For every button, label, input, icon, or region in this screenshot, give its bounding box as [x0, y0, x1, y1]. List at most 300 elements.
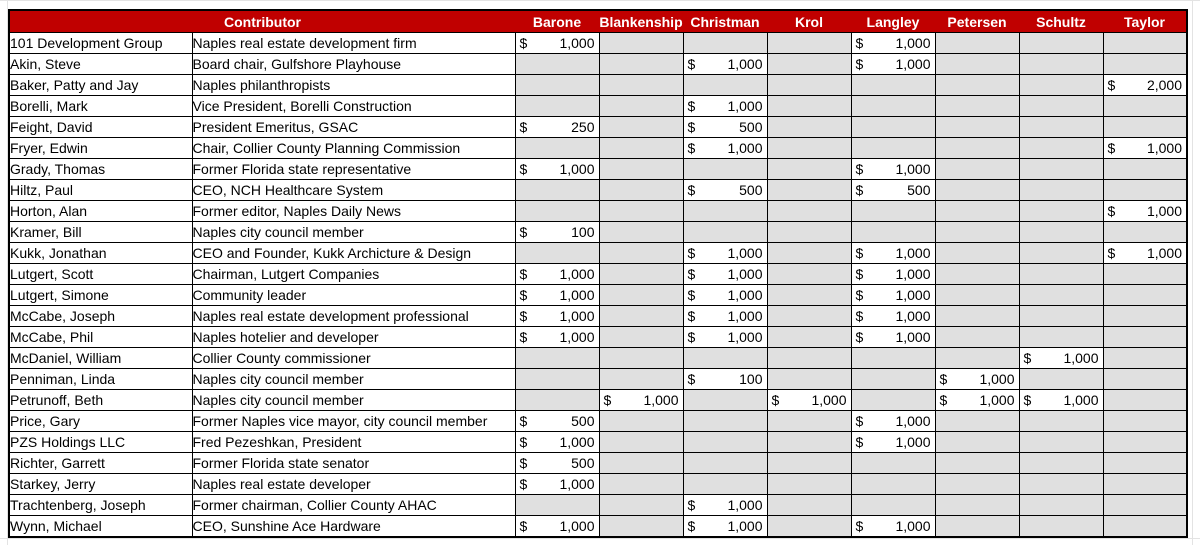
empty-cell-krol[interactable] — [767, 96, 851, 117]
candidate-header-petersen[interactable]: Petersen — [935, 10, 1019, 33]
empty-cell-taylor[interactable] — [1103, 495, 1187, 516]
amount-cell-barone[interactable] — [515, 117, 599, 138]
empty-cell-krol[interactable] — [767, 180, 851, 201]
empty-cell-petersen[interactable] — [935, 516, 1019, 538]
empty-cell-schultz[interactable] — [1019, 159, 1103, 180]
contributor-description-cell[interactable]: CEO, NCH Healthcare System — [192, 180, 515, 201]
table-row — [9, 159, 1187, 180]
empty-cell-blankenship[interactable] — [599, 159, 683, 180]
amount-value: 1,000 — [727, 329, 763, 345]
candidate-header-barone[interactable]: Barone — [515, 10, 599, 33]
contributor-header[interactable]: Contributor — [9, 10, 515, 33]
empty-cell-krol[interactable] — [767, 75, 851, 96]
contributor-description-cell[interactable]: Naples real estate development firm — [192, 33, 515, 54]
amount-cell-taylor[interactable] — [1103, 138, 1187, 159]
empty-cell-taylor[interactable] — [1103, 33, 1187, 54]
empty-cell-krol[interactable] — [767, 369, 851, 390]
empty-cell-schultz[interactable] — [1019, 264, 1103, 285]
empty-cell-petersen[interactable] — [935, 201, 1019, 222]
empty-cell-krol[interactable] — [767, 138, 851, 159]
empty-cell-taylor[interactable] — [1103, 390, 1187, 411]
amount-value: 500 — [907, 182, 931, 198]
currency-symbol: $ — [687, 371, 696, 387]
empty-cell-petersen[interactable] — [935, 180, 1019, 201]
contributor-name-cell[interactable]: PZS Holdings LLC — [9, 432, 192, 453]
empty-cell-schultz[interactable] — [1019, 180, 1103, 201]
empty-cell-krol[interactable] — [767, 54, 851, 75]
contributor-name-cell[interactable]: Kramer, Bill — [9, 222, 192, 243]
empty-cell-taylor[interactable] — [1103, 180, 1187, 201]
currency-symbol: $ — [519, 308, 528, 324]
contributor-name-cell[interactable]: Richter, Garrett — [9, 453, 192, 474]
candidate-header-langley[interactable]: Langley — [851, 10, 935, 33]
amount-value: 1,000 — [727, 140, 763, 156]
empty-cell-langley[interactable] — [851, 138, 935, 159]
empty-cell-blankenship[interactable] — [599, 75, 683, 96]
amount-cell-christman[interactable] — [683, 285, 767, 306]
contributor-name-cell[interactable]: Wynn, Michael — [9, 516, 192, 538]
currency-symbol: $ — [687, 182, 696, 198]
empty-cell-barone[interactable] — [515, 201, 599, 222]
empty-cell-petersen[interactable] — [935, 54, 1019, 75]
empty-cell-barone[interactable] — [515, 243, 599, 264]
empty-cell-petersen[interactable] — [935, 33, 1019, 54]
amount-cell-christman[interactable] — [683, 495, 767, 516]
empty-cell-schultz[interactable] — [1019, 327, 1103, 348]
currency-symbol: $ — [603, 392, 612, 408]
amount-cell-langley[interactable] — [851, 516, 935, 538]
empty-cell-taylor[interactable] — [1103, 474, 1187, 495]
amount-cell-taylor[interactable] — [1103, 201, 1187, 222]
empty-cell-schultz[interactable] — [1019, 222, 1103, 243]
contributor-name-cell[interactable]: Feight, David — [9, 117, 192, 138]
amount-cell-barone[interactable] — [515, 453, 599, 474]
empty-cell-blankenship[interactable] — [599, 264, 683, 285]
contributor-name-cell[interactable]: Price, Gary — [9, 411, 192, 432]
contributor-name-cell[interactable]: Lutgert, Simone — [9, 285, 192, 306]
empty-cell-schultz[interactable] — [1019, 453, 1103, 474]
amount-value: 1,000 — [979, 392, 1015, 408]
empty-cell-krol[interactable] — [767, 327, 851, 348]
empty-cell-krol[interactable] — [767, 306, 851, 327]
empty-cell-petersen[interactable] — [935, 264, 1019, 285]
contributor-description-cell[interactable]: Chair, Collier County Planning Commission — [192, 138, 515, 159]
amount-cell-langley[interactable] — [851, 54, 935, 75]
empty-cell-petersen[interactable] — [935, 348, 1019, 369]
gridline — [0, 0, 1200, 1]
empty-cell-taylor[interactable] — [1103, 348, 1187, 369]
empty-cell-blankenship[interactable] — [599, 369, 683, 390]
empty-cell-petersen[interactable] — [935, 222, 1019, 243]
contributor-description-cell[interactable]: Former Naples vice mayor, city council member — [192, 411, 515, 432]
empty-cell-christman[interactable] — [683, 348, 767, 369]
amount-value: 1,000 — [559, 518, 595, 534]
amount-cell-christman[interactable] — [683, 306, 767, 327]
currency-symbol: $ — [1107, 77, 1116, 93]
empty-cell-taylor[interactable] — [1103, 222, 1187, 243]
amount-cell-langley[interactable] — [851, 180, 935, 201]
amount-value: 2,000 — [1146, 77, 1182, 93]
empty-cell-petersen[interactable] — [935, 75, 1019, 96]
amount-cell-barone[interactable] — [515, 516, 599, 538]
contributor-name-cell[interactable]: Kukk, Jonathan — [9, 243, 192, 264]
contributor-description-cell[interactable]: Former chairman, Collier County AHAC — [192, 495, 515, 516]
currency-symbol: $ — [1107, 203, 1116, 219]
empty-cell-krol[interactable] — [767, 201, 851, 222]
empty-cell-petersen[interactable] — [935, 117, 1019, 138]
empty-cell-taylor[interactable] — [1103, 117, 1187, 138]
empty-cell-blankenship[interactable] — [599, 33, 683, 54]
amount-value: 1,000 — [1063, 350, 1099, 366]
empty-cell-blankenship[interactable] — [599, 96, 683, 117]
contributor-name-cell[interactable]: Petrunoff, Beth — [9, 390, 192, 411]
empty-cell-schultz[interactable] — [1019, 432, 1103, 453]
empty-cell-barone[interactable] — [515, 390, 599, 411]
contributor-name-cell[interactable]: Akin, Steve — [9, 54, 192, 75]
empty-cell-langley[interactable] — [851, 222, 935, 243]
amount-value: 1,000 — [559, 161, 595, 177]
empty-cell-petersen[interactable] — [935, 96, 1019, 117]
empty-cell-petersen[interactable] — [935, 495, 1019, 516]
currency-symbol: $ — [519, 287, 528, 303]
amount-cell-barone[interactable] — [515, 474, 599, 495]
currency-symbol: $ — [519, 434, 528, 450]
empty-cell-langley[interactable] — [851, 75, 935, 96]
empty-cell-krol[interactable] — [767, 33, 851, 54]
currency-symbol: $ — [855, 329, 864, 345]
empty-cell-taylor[interactable] — [1103, 453, 1187, 474]
empty-cell-schultz[interactable] — [1019, 54, 1103, 75]
contributor-name-cell[interactable]: Lutgert, Scott — [9, 264, 192, 285]
amount-cell-barone[interactable] — [515, 159, 599, 180]
empty-cell-blankenship[interactable] — [599, 201, 683, 222]
empty-cell-blankenship[interactable] — [599, 516, 683, 538]
empty-cell-petersen[interactable] — [935, 411, 1019, 432]
empty-cell-krol[interactable] — [767, 222, 851, 243]
empty-cell-langley[interactable] — [851, 117, 935, 138]
amount-cell-christman[interactable] — [683, 516, 767, 538]
currency-symbol: $ — [519, 224, 528, 240]
empty-cell-schultz[interactable] — [1019, 495, 1103, 516]
empty-cell-blankenship[interactable] — [599, 327, 683, 348]
amount-cell-langley[interactable] — [851, 33, 935, 54]
contributor-name-cell[interactable]: Trachtenberg, Joseph — [9, 495, 192, 516]
contributor-name-cell[interactable]: 101 Development Group — [9, 33, 192, 54]
amount-cell-christman[interactable] — [683, 138, 767, 159]
empty-cell-petersen[interactable] — [935, 432, 1019, 453]
amount-value: 1,000 — [895, 266, 931, 282]
currency-symbol: $ — [687, 266, 696, 282]
currency-symbol: $ — [687, 497, 696, 513]
contributor-description-cell[interactable]: Naples city council member — [192, 390, 515, 411]
empty-cell-krol[interactable] — [767, 516, 851, 538]
amount-cell-langley[interactable] — [851, 411, 935, 432]
currency-symbol: $ — [855, 266, 864, 282]
gridline — [1192, 0, 1193, 545]
empty-cell-taylor[interactable] — [1103, 327, 1187, 348]
empty-cell-petersen[interactable] — [935, 306, 1019, 327]
empty-cell-schultz[interactable] — [1019, 201, 1103, 222]
empty-cell-schultz[interactable] — [1019, 411, 1103, 432]
empty-cell-blankenship[interactable] — [599, 285, 683, 306]
currency-symbol: $ — [687, 518, 696, 534]
empty-cell-blankenship[interactable] — [599, 222, 683, 243]
amount-cell-christman[interactable] — [683, 264, 767, 285]
contributor-name-cell[interactable]: Hiltz, Paul — [9, 180, 192, 201]
currency-symbol: $ — [519, 119, 528, 135]
table-row — [9, 264, 1187, 285]
candidate-header-taylor[interactable]: Taylor — [1103, 10, 1187, 33]
currency-symbol: $ — [855, 35, 864, 51]
contributor-description-cell[interactable]: Fred Pezeshkan, President — [192, 432, 515, 453]
amount-cell-langley[interactable] — [851, 243, 935, 264]
empty-cell-langley[interactable] — [851, 495, 935, 516]
empty-cell-petersen[interactable] — [935, 138, 1019, 159]
contributor-description-cell[interactable]: Naples city council member — [192, 369, 515, 390]
empty-cell-krol[interactable] — [767, 348, 851, 369]
amount-cell-christman[interactable] — [683, 327, 767, 348]
empty-cell-blankenship[interactable] — [599, 180, 683, 201]
table-row — [9, 75, 1187, 96]
amount-cell-schultz[interactable] — [1019, 390, 1103, 411]
empty-cell-krol[interactable] — [767, 264, 851, 285]
empty-cell-christman[interactable] — [683, 222, 767, 243]
contributor-description-cell[interactable]: Chairman, Lutgert Companies — [192, 264, 515, 285]
amount-cell-petersen[interactable] — [935, 390, 1019, 411]
empty-cell-krol[interactable] — [767, 411, 851, 432]
empty-cell-schultz[interactable] — [1019, 516, 1103, 538]
empty-cell-krol[interactable] — [767, 243, 851, 264]
amount-cell-barone[interactable] — [515, 222, 599, 243]
empty-cell-krol[interactable] — [767, 432, 851, 453]
empty-cell-christman[interactable] — [683, 453, 767, 474]
contributor-name-cell[interactable]: Starkey, Jerry — [9, 474, 192, 495]
contributor-description-cell[interactable]: Naples real estate developer — [192, 474, 515, 495]
amount-cell-schultz[interactable] — [1019, 348, 1103, 369]
empty-cell-schultz[interactable] — [1019, 369, 1103, 390]
amount-cell-barone[interactable] — [515, 327, 599, 348]
amount-cell-christman[interactable] — [683, 243, 767, 264]
contributor-name-cell[interactable]: McCabe, Joseph — [9, 306, 192, 327]
empty-cell-blankenship[interactable] — [599, 348, 683, 369]
table-row — [9, 474, 1187, 495]
amount-cell-barone[interactable] — [515, 33, 599, 54]
empty-cell-taylor[interactable] — [1103, 54, 1187, 75]
contributor-description-cell[interactable]: Board chair, Gulfshore Playhouse — [192, 54, 515, 75]
amount-cell-christman[interactable] — [683, 96, 767, 117]
empty-cell-petersen[interactable] — [935, 285, 1019, 306]
empty-cell-taylor[interactable] — [1103, 264, 1187, 285]
candidate-header-schultz[interactable]: Schultz — [1019, 10, 1103, 33]
contributor-name-cell[interactable]: Borelli, Mark — [9, 96, 192, 117]
empty-cell-langley[interactable] — [851, 96, 935, 117]
empty-cell-barone[interactable] — [515, 75, 599, 96]
contributor-description-cell[interactable]: Naples hotelier and developer — [192, 327, 515, 348]
contributor-description-cell[interactable]: Collier County commissioner — [192, 348, 515, 369]
empty-cell-krol[interactable] — [767, 285, 851, 306]
currency-symbol: $ — [771, 392, 780, 408]
amount-cell-langley[interactable] — [851, 285, 935, 306]
contributor-name-cell[interactable]: McDaniel, William — [9, 348, 192, 369]
empty-cell-christman[interactable] — [683, 159, 767, 180]
empty-cell-petersen[interactable] — [935, 327, 1019, 348]
contributor-description-cell[interactable]: Former Florida state representative — [192, 159, 515, 180]
empty-cell-schultz[interactable] — [1019, 117, 1103, 138]
empty-cell-taylor[interactable] — [1103, 306, 1187, 327]
empty-cell-christman[interactable] — [683, 411, 767, 432]
amount-cell-taylor[interactable] — [1103, 75, 1187, 96]
empty-cell-barone[interactable] — [515, 54, 599, 75]
empty-cell-krol[interactable] — [767, 159, 851, 180]
empty-cell-petersen[interactable] — [935, 159, 1019, 180]
empty-cell-barone[interactable] — [515, 180, 599, 201]
amount-cell-petersen[interactable] — [935, 369, 1019, 390]
empty-cell-taylor[interactable] — [1103, 369, 1187, 390]
amount-cell-taylor[interactable] — [1103, 243, 1187, 264]
currency-symbol: $ — [939, 392, 948, 408]
table-row — [9, 117, 1187, 138]
empty-cell-schultz[interactable] — [1019, 306, 1103, 327]
empty-cell-barone[interactable] — [515, 369, 599, 390]
amount-cell-krol[interactable] — [767, 390, 851, 411]
empty-cell-schultz[interactable] — [1019, 138, 1103, 159]
empty-cell-krol[interactable] — [767, 495, 851, 516]
table-row — [9, 222, 1187, 243]
amount-cell-barone[interactable] — [515, 411, 599, 432]
amount-cell-christman[interactable] — [683, 117, 767, 138]
empty-cell-krol[interactable] — [767, 453, 851, 474]
candidate-header-krol[interactable]: Krol — [767, 10, 851, 33]
amount-cell-barone[interactable] — [515, 285, 599, 306]
contributor-description-cell[interactable]: President Emeritus, GSAC — [192, 117, 515, 138]
empty-cell-langley[interactable] — [851, 390, 935, 411]
empty-cell-christman[interactable] — [683, 75, 767, 96]
amount-value: 1,000 — [727, 266, 763, 282]
contributor-name-cell[interactable]: Horton, Alan — [9, 201, 192, 222]
empty-cell-christman[interactable] — [683, 474, 767, 495]
table-row — [9, 243, 1187, 264]
amount-cell-christman[interactable] — [683, 180, 767, 201]
empty-cell-blankenship[interactable] — [599, 54, 683, 75]
empty-cell-blankenship[interactable] — [599, 138, 683, 159]
contributor-description-cell[interactable]: Former editor, Naples Daily News — [192, 201, 515, 222]
table-row — [9, 369, 1187, 390]
contributor-description-cell[interactable]: Naples city council member — [192, 222, 515, 243]
contributor-name-cell[interactable]: McCabe, Phil — [9, 327, 192, 348]
contributor-name-cell[interactable]: Fryer, Edwin — [9, 138, 192, 159]
amount-cell-langley[interactable] — [851, 327, 935, 348]
empty-cell-taylor[interactable] — [1103, 159, 1187, 180]
empty-cell-barone[interactable] — [515, 495, 599, 516]
amount-value: 1,000 — [727, 245, 763, 261]
empty-cell-langley[interactable] — [851, 453, 935, 474]
amount-cell-langley[interactable] — [851, 264, 935, 285]
contributor-name-cell[interactable]: Baker, Patty and Jay — [9, 75, 192, 96]
amount-cell-barone[interactable] — [515, 432, 599, 453]
empty-cell-langley[interactable] — [851, 201, 935, 222]
empty-cell-taylor[interactable] — [1103, 516, 1187, 538]
empty-cell-blankenship[interactable] — [599, 411, 683, 432]
empty-cell-christman[interactable] — [683, 201, 767, 222]
candidate-header-christman[interactable]: Christman — [683, 10, 767, 33]
empty-cell-taylor[interactable] — [1103, 285, 1187, 306]
empty-cell-christman[interactable] — [683, 390, 767, 411]
amount-cell-langley[interactable] — [851, 306, 935, 327]
contributor-name-cell[interactable]: Grady, Thomas — [9, 159, 192, 180]
amount-value: 1,000 — [559, 329, 595, 345]
empty-cell-blankenship[interactable] — [599, 474, 683, 495]
amount-cell-langley[interactable] — [851, 159, 935, 180]
empty-cell-petersen[interactable] — [935, 453, 1019, 474]
empty-cell-langley[interactable] — [851, 369, 935, 390]
amount-cell-barone[interactable] — [515, 306, 599, 327]
candidate-header-blankenship[interactable]: Blankenship — [599, 10, 683, 33]
empty-cell-petersen[interactable] — [935, 474, 1019, 495]
contributor-description-cell[interactable]: Naples real estate development professional — [192, 306, 515, 327]
empty-cell-blankenship[interactable] — [599, 243, 683, 264]
empty-cell-christman[interactable] — [683, 33, 767, 54]
empty-cell-taylor[interactable] — [1103, 96, 1187, 117]
contributor-description-cell[interactable]: CEO, Sunshine Ace Hardware — [192, 516, 515, 538]
contributor-description-cell[interactable]: Vice President, Borelli Construction — [192, 96, 515, 117]
empty-cell-blankenship[interactable] — [599, 117, 683, 138]
amount-value: 1,000 — [727, 497, 763, 513]
empty-cell-langley[interactable] — [851, 474, 935, 495]
amount-cell-christman[interactable] — [683, 54, 767, 75]
empty-cell-blankenship[interactable] — [599, 432, 683, 453]
empty-cell-blankenship[interactable] — [599, 495, 683, 516]
empty-cell-krol[interactable] — [767, 117, 851, 138]
amount-cell-barone[interactable] — [515, 264, 599, 285]
amount-value: 1,000 — [559, 266, 595, 282]
empty-cell-schultz[interactable] — [1019, 243, 1103, 264]
contributor-description-cell[interactable]: Community leader — [192, 285, 515, 306]
amount-value: 1,000 — [895, 434, 931, 450]
empty-cell-schultz[interactable] — [1019, 75, 1103, 96]
empty-cell-taylor[interactable] — [1103, 411, 1187, 432]
currency-symbol: $ — [519, 476, 528, 492]
empty-cell-petersen[interactable] — [935, 243, 1019, 264]
amount-value: 1,000 — [895, 518, 931, 534]
amount-cell-christman[interactable] — [683, 369, 767, 390]
empty-cell-blankenship[interactable] — [599, 306, 683, 327]
empty-cell-barone[interactable] — [515, 348, 599, 369]
table-row — [9, 201, 1187, 222]
currency-symbol: $ — [687, 329, 696, 345]
empty-cell-langley[interactable] — [851, 348, 935, 369]
empty-cell-schultz[interactable] — [1019, 33, 1103, 54]
empty-cell-barone[interactable] — [515, 138, 599, 159]
amount-value: 100 — [739, 371, 763, 387]
contributor-description-cell[interactable]: CEO and Founder, Kukk Archicture & Design — [192, 243, 515, 264]
empty-cell-blankenship[interactable] — [599, 453, 683, 474]
empty-cell-krol[interactable] — [767, 474, 851, 495]
empty-cell-taylor[interactable] — [1103, 432, 1187, 453]
empty-cell-schultz[interactable] — [1019, 474, 1103, 495]
empty-cell-schultz[interactable] — [1019, 285, 1103, 306]
empty-cell-christman[interactable] — [683, 432, 767, 453]
amount-cell-langley[interactable] — [851, 432, 935, 453]
empty-cell-schultz[interactable] — [1019, 96, 1103, 117]
currency-symbol: $ — [519, 35, 528, 51]
amount-value: 1,000 — [895, 413, 931, 429]
empty-cell-barone[interactable] — [515, 96, 599, 117]
amount-cell-blankenship[interactable] — [599, 390, 683, 411]
contributor-description-cell[interactable]: Former Florida state senator — [192, 453, 515, 474]
contributor-name-cell[interactable]: Penniman, Linda — [9, 369, 192, 390]
contributor-description-cell[interactable]: Naples philanthropists — [192, 75, 515, 96]
amount-value: 500 — [739, 182, 763, 198]
